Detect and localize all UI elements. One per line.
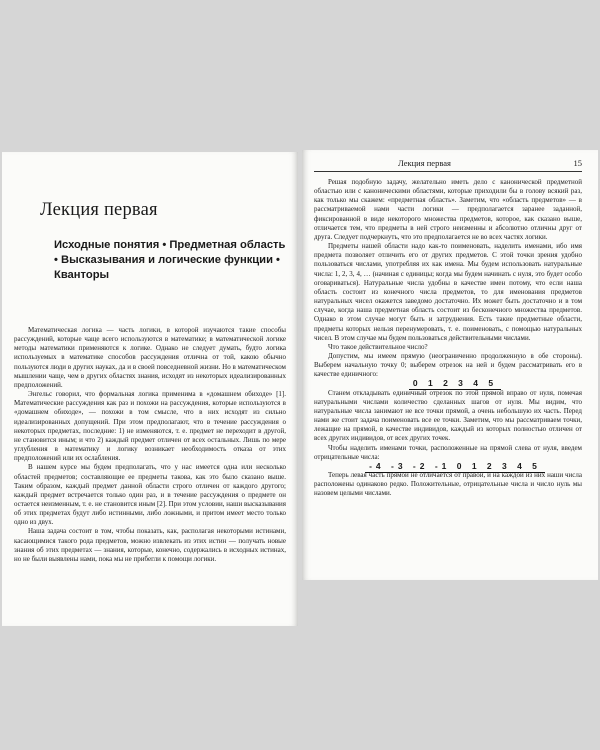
page-number: 15 bbox=[573, 158, 582, 168]
right-body-text bbox=[314, 178, 582, 498]
paragraph: Наша задача состоит в том, чтобы показать, как, располагая некоторыми истинами, касающимися такого рода предметов, можно извлекать из этих истин — получать новые знания об этих предметах — знания, которые, конечно, содержались в исходных истинах, но не были выявлены нами, пока мы не прибегли к помощи логики. bbox=[14, 527, 286, 563]
paragraph: Решая подобную задачу, желательно иметь дело с канонической предметной областью или с каноническими областями, которые приходили бы в голову всякий раз, как только мы скажем: «предметная область». Заметим, что «область предметов» — в рассматриваемой нами части логики — предполагается заранее заданной, фиксированной в виде некоторого множества предметов, которое, как сказано выше, отличается тем, что предметы в ней строго неизменны и абсолютно отличны друг от друга. Следует подчеркнуть, что это предполагается не во всех частях логики. bbox=[314, 178, 582, 241]
chapter-title: Лекция первая bbox=[40, 200, 158, 220]
paragraph: Чтобы наделить именами точки, расположенные на прямой слева от нуля, введем отрицательные числа: bbox=[314, 443, 582, 461]
header-rule bbox=[314, 171, 582, 172]
number-line-positive bbox=[314, 379, 582, 388]
paragraph: Станем откладывать единичный отрезок по этой прямой вправо от нуля, помечая натуральными числами количество сделанных шагов от нуля. Мы видим, что натуральные числа занимают не все точки прямой, а очень небольшую их часть. Перед нами же стоит задача поименовать все ее точки. Заметим, что мы рассматриваем точки, лежащие на прямой, в качестве индивидов, каждый из которых полностью отличен от всех других индивидов, от всех других точек. bbox=[314, 388, 582, 443]
left-body-text bbox=[14, 326, 286, 564]
paragraph: В нашем курсе мы будем предполагать, что у нас имеется одна или несколько областей предметов; составляющие ее предметы такова, как это было сказано выше. Таким образом, каждый предмет данной области строго отличен от каждого другого; каждый предмет встречается только один раз, и в течение рассуждения о предмете он остается неизменным, т. е. не становится иным [2]. При этом условии, наши высказывания об этих предметах будут либо истинными, либо ложными, и притом имеет место только одно из двух. bbox=[14, 463, 286, 527]
paragraph: Энгельс говорил, что формальная логика применима в «домашнем обиходе» [1]. Математические рассуждения как раз и похожи на рассуждения, которые используются в «домашнем обиходе», — похожи в том смысле, что в них исходят из сильно идеализированных допущений. При этом предполагают, что в течение рассуждения о некоторых предметах, последние: 1) не изменяются, т. е. предмет не переходит в другой, не становится иным; и что 2) каждый предмет отличен от всех остальных. Лишь по мере углубления в математику и логику возникает необходимость отказа от этих предположений или их ослабления. bbox=[14, 390, 286, 463]
paragraph: Теперь левая часть прямой не отличается от правой, и на каждой из них наши числа расположены одинаково редко. Положительные, отрицательные числа и число нуль мы назовем целыми числами. bbox=[314, 471, 582, 498]
paragraph: Математическая логика — часть логики, в которой изучаются такие способы рассуждений, которые чаще всего используются в математике; в математической логике методы математики применяются к логике. Однако не следует думать, будто логика используемых в математике способов рассуждения отлична от той, какою обычно пользуются люди в других науках, да и в своей повседневной жизни. Но в математическом мышлении чаще, чем в других областях знания, исходят из некоторых идеализированных предположений. bbox=[14, 326, 286, 389]
right-page bbox=[302, 150, 598, 580]
number-line-labels: 0 1 2 3 4 5 bbox=[409, 378, 501, 390]
chapter-subtitle: Исходные понятия • Предметная область • Высказывания и логические функции • Кванторы bbox=[54, 239, 286, 281]
running-title: Лекция первая bbox=[398, 158, 451, 168]
paragraph: Допустим, мы имеем прямую (неограниченно продолженную в обе стороны). Выберем начальную точку 0; выберем отрезок на ней и будем рассматривать его в качестве единичного: bbox=[314, 351, 582, 379]
paragraph: Предметы нашей области надо как-то поименовать, наделить именами, ибо имя предмета позволяет отличить его от других предметов. С этой точки зрения удобно пользоваться числами, употребляя их как имена. Мы будем использовать натуральные числа: 1, 2, 3, 4, … (начиная с единицы; когда мы будем начинать с нуля, это будет особо оговариваться). Натуральные числа удобны в качестве имен потому, что если наша область состоит из конечного числа предметов, то для именования предметов натуральных чисел окажется заведомо достаточно. Их может быть достаточно и в том случае, когда наша предметная область состоит из бесконечного множества предметов. Однако в этом случае могут быть и затруднения. Есть такие предметные области, предметы которых нельзя перенумеровать, т. е. поименовать, с помощью натуральных чисел. В этом случае мы будем пользоваться действительными числами. bbox=[314, 242, 582, 342]
number-line-labels: -4 -3 -2 -1 0 1 2 3 4 5 bbox=[365, 461, 545, 473]
number-line-integers bbox=[314, 462, 582, 471]
paragraph: Что такое действительное число? bbox=[328, 342, 428, 351]
left-page bbox=[2, 152, 298, 626]
